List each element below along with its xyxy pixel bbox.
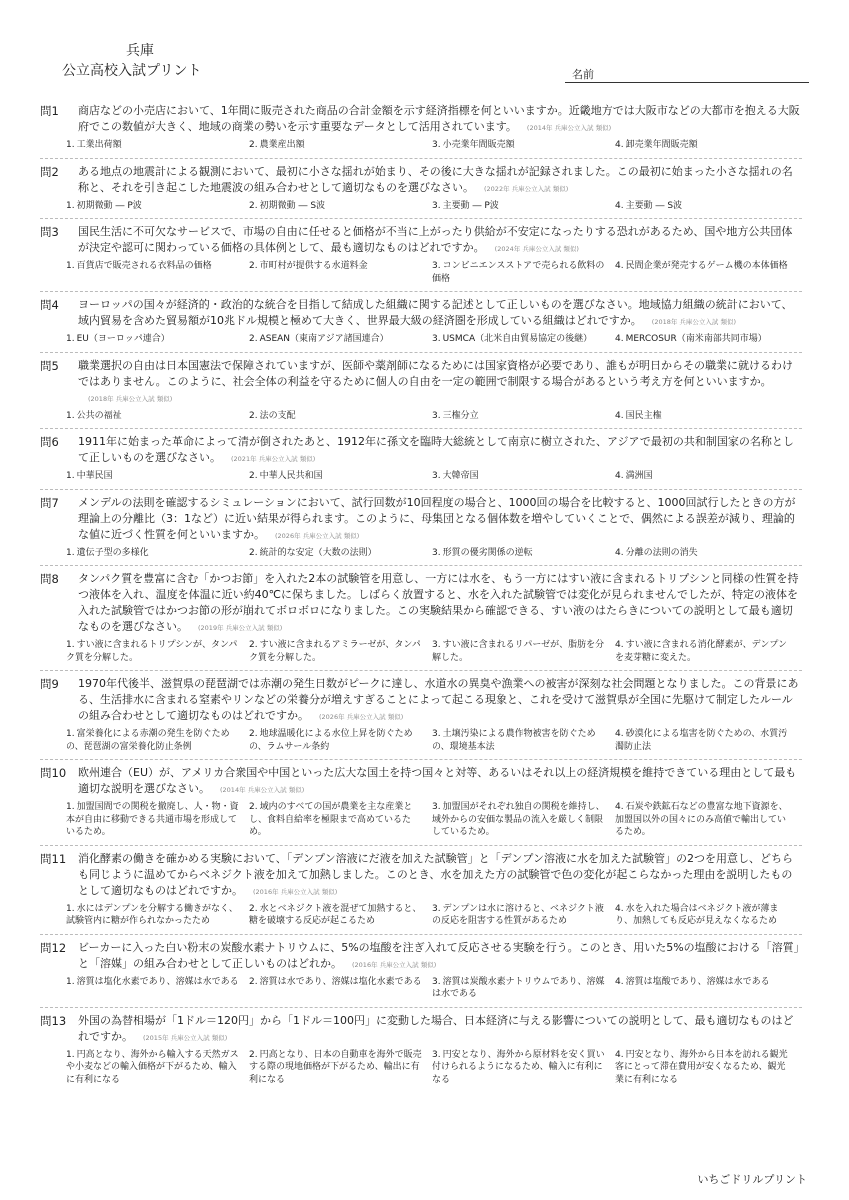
choice-text: 加盟国がそれぞれ独自の関税を維持し、域外からの安価な製品の流入を厳しく制限しているため。	[432, 802, 605, 837]
choice-list	[66, 547, 802, 560]
choice-text: 地球温暖化による水位上昇を防ぐための、ラムサール条約	[249, 729, 413, 752]
footer-brand: いちごドリルプリント	[697, 1173, 807, 1186]
question-number: 問11	[40, 851, 67, 866]
choice-text: 溶質は塩酸であり、溶媒は水である	[625, 976, 770, 987]
choice-number: 3.	[432, 200, 441, 211]
answer-choice[interactable]	[249, 200, 432, 213]
answer-choice[interactable]	[66, 976, 249, 1001]
question-source: (2026年 兵庫公立入試 類似)	[319, 713, 404, 721]
choice-number: 2.	[249, 334, 258, 344]
question-text: 商店などの小売店において、1年間に販売された商品の合計金額を示す経済指標を何といいますか。近畿地方では大阪市などの大都市を抱える大阪府でこの数値が大きく、地域の商業の勢いを示す重要なデータとして活用されています。	[78, 104, 800, 133]
question-text: ビーカーに入った白い粉末の炭酸水素ナトリウムに、5%の塩酸を注ぎ入れて反応させる実験を行う。このとき、用いた5%の塩酸における「溶質」と「溶媒」の組み合わせとして正しいものはどれか。	[78, 940, 800, 970]
choice-number: 2.	[249, 261, 258, 271]
question-block	[40, 429, 802, 490]
question-number: 問13	[40, 1013, 67, 1028]
choice-text: 水とベネジクト液を混ぜて加熱すると、糖を破壊する反応が起こるため	[249, 903, 422, 926]
choice-number: 4.	[615, 410, 624, 421]
choice-text: コンビニエンスストアで売られる飲料の価格	[432, 261, 605, 284]
question-text-block	[78, 676, 802, 725]
answer-choice[interactable]	[615, 801, 798, 839]
choice-list	[66, 976, 802, 1001]
choice-text: 大韓帝国	[442, 471, 479, 481]
choice-text: 円安となり、海外から日本を訪れる観光客にとって滞在費用が安くなるため、観光業に有利になる	[615, 1049, 788, 1085]
answer-choice[interactable]	[432, 728, 615, 753]
answer-choice[interactable]	[66, 333, 249, 346]
choice-number: 3.	[432, 903, 441, 914]
question-text-block	[78, 164, 802, 197]
choice-text: 満洲国	[625, 471, 653, 481]
answer-choice[interactable]	[249, 976, 432, 1001]
question-text: 欧州連合（EU）が、アメリカ合衆国や中国といった広大な国土を持つ国々と対等、あるいはそれ以上の経済規模を維持できている理由として最も適切な説明を選びなさい。	[78, 766, 797, 795]
question-text-block	[78, 224, 802, 257]
question-source: (2014年 兵庫公立入試 類似)	[526, 124, 612, 132]
choice-number: 3.	[432, 334, 441, 344]
question-text: メンデルの法則を確認するシミュレーションにおいて、試行回数が10回程度の場合と、1000回の場合を比較すると、1000回試行したときの方が理論上の分離比（3：1など）に近い結果が得られます。このように、母集団となる個体数を増やしていくことで、偶然による誤差が減り、理論的な値に近づく性質を何といいますか。	[78, 495, 796, 541]
question-text: 1970年代後半、滋賀県の琵琶湖では赤潮の発生日数がピークに達し、水道水の異臭や漁業への被害が深刻な社会問題となりました。この背景にある、生活排水に含まれる窒素やリンなどの栄養分が増えすぎることによって起こる現象と、これを受けて滋賀県が全国に先駆けて制定したルールの組み合わせとして適切なものはどれですか。	[78, 677, 799, 722]
answer-choice[interactable]	[66, 639, 249, 664]
question-text-block	[78, 571, 802, 636]
question-source: (2026年 兵庫公立入試 類似)	[275, 531, 360, 540]
answer-choice[interactable]	[432, 200, 615, 213]
question-source: (2019年 兵庫公立入試 類似)	[198, 624, 283, 632]
choice-text: 公共の福祉	[76, 410, 122, 421]
question-source: (2018年 兵庫公立入試 類似)	[88, 394, 173, 403]
question-block	[40, 566, 802, 671]
answer-choice[interactable]	[615, 547, 798, 560]
choice-text: 円安となり、海外から原材料を安く買い付けられるようになるため、輸入に有利になる	[432, 1049, 605, 1085]
choice-number: 3.	[432, 261, 441, 271]
answer-choice[interactable]	[249, 547, 432, 560]
choice-number: 4.	[615, 903, 624, 914]
choice-text: USMCA（北米自由貿易協定の後継）	[442, 334, 593, 344]
answer-choice[interactable]	[615, 139, 798, 152]
choice-text: デンプンは水に溶けると、ベネジクト液の反応を阻害する性質があるため	[432, 903, 604, 926]
question-text: 1911年に始まった革命によって清が倒されたあと、1912年に孫文を臨時大総統として南京に樹立された、アジアで最初の共和制国家の名称として正しいものを選びなさい。	[78, 435, 794, 464]
choice-text: 円高となり、海外から輸入する天然ガスや小麦などの輸入価格が下がるため、輸入に有利になる	[66, 1049, 239, 1085]
choice-text: 円高となり、日本の自動車を海外で販売する際の現地価格が下がるため、輸出に有利になる	[249, 1049, 422, 1085]
choice-number: 1.	[66, 802, 75, 812]
choice-text: 統計的な安定（大数の法則）	[259, 547, 377, 558]
answer-choice[interactable]	[66, 260, 249, 285]
question-source: (2015年 兵庫公立入試 類似)	[143, 1033, 228, 1042]
choice-number: 1.	[66, 1049, 75, 1060]
name-field[interactable]	[565, 82, 809, 83]
choice-text: ASEAN（東南アジア諸国連合）	[259, 334, 389, 344]
choice-text: 中華民国	[76, 471, 113, 481]
question-source: (2016年 兵庫公立入試 類似)	[352, 960, 437, 969]
choice-list	[66, 1049, 802, 1087]
question-text-block	[78, 103, 802, 136]
choice-text: 域内のすべての国が農業を主な産業とし、食料自給率を極限まで高めているため。	[249, 802, 413, 837]
choice-text: 主要動 ― S波	[625, 200, 683, 211]
choice-list	[66, 410, 802, 423]
choice-text: 初期微動 ― S波	[259, 200, 326, 211]
question-block	[40, 846, 802, 935]
choice-text: 卸売業年間販売額	[625, 140, 698, 150]
answer-choice[interactable]	[432, 1049, 615, 1087]
choice-number: 2.	[249, 640, 258, 650]
question-source: (2016年 兵庫公立入試 類似)	[253, 887, 338, 896]
question-block	[40, 1008, 802, 1093]
choice-text: すい液に含まれる消化酵素が、デンプンを麦芽糖に変えた。	[615, 640, 788, 663]
answer-choice[interactable]	[66, 547, 249, 560]
choice-text: 水を入れた場合はベネジクト液が薄まり、加熱しても反応が見えなくなるため	[615, 903, 779, 926]
choice-text: 三権分立	[442, 410, 479, 421]
choice-list	[66, 200, 802, 213]
question-source: (2021年 兵庫公立入試 類似)	[231, 455, 316, 463]
question-block	[40, 292, 802, 353]
question-number: 問10	[40, 766, 67, 780]
question-text-block	[78, 765, 802, 798]
answer-choice[interactable]	[432, 903, 615, 928]
choice-list	[66, 728, 802, 753]
question-number: 問7	[40, 495, 59, 510]
question-block	[40, 219, 802, 292]
answer-choice[interactable]	[615, 260, 798, 285]
choice-text: すい液に含まれるトリプシンが、タンパク質を分解した。	[66, 640, 238, 663]
answer-choice[interactable]	[432, 639, 615, 664]
answer-choice[interactable]	[432, 976, 615, 1001]
choice-text: すい液に含まれるアミラーゼが、タンパク質を分解した。	[249, 640, 421, 663]
answer-choice[interactable]	[615, 200, 798, 213]
choice-number: 3.	[432, 729, 441, 739]
answer-choice[interactable]	[66, 903, 249, 928]
answer-choice[interactable]	[249, 139, 432, 152]
choice-number: 3.	[432, 976, 441, 987]
choice-text: 富栄養化による赤潮の発生を防ぐための、琵琶湖の富栄養化防止条例	[66, 729, 230, 752]
answer-choice[interactable]	[615, 639, 798, 664]
answer-choice[interactable]	[432, 139, 615, 152]
choice-number: 1.	[66, 140, 75, 150]
answer-choice[interactable]	[249, 470, 432, 483]
answer-choice[interactable]	[249, 903, 432, 928]
choice-number: 2.	[249, 976, 258, 987]
choice-number: 3.	[432, 410, 441, 421]
choice-list	[66, 260, 802, 285]
answer-choice[interactable]	[249, 260, 432, 285]
choice-text: EU（ヨーロッパ連合）	[76, 334, 170, 344]
choice-number: 4.	[615, 261, 624, 271]
question-text: ヨーロッパの国々が経済的・政治的な統合を目指して結成した組織に関する記述として正しいものを選びなさい。地域協力組織の統計において、域内貿易を含めた貿易額が10兆ドル規模と極めて大きく、世界最大級の経済圏を形成している組織はどれですか。	[78, 298, 793, 327]
choice-text: 石炭や鉄鉱石などの豊富な地下資源を、加盟国以外の国々にのみ高値で輸出しているため。	[615, 802, 788, 837]
choice-text: 工業出荷額	[76, 140, 122, 150]
question-block	[40, 98, 802, 159]
question-number: 問3	[40, 225, 59, 239]
choice-text: 分離の法則の消失	[625, 547, 698, 558]
choice-number: 3.	[432, 140, 441, 150]
answer-choice[interactable]	[432, 410, 615, 423]
answer-choice[interactable]	[432, 333, 615, 346]
choice-number: 1.	[66, 410, 75, 421]
question-text: 職業選択の自由は日本国憲法で保障されていますが、医師や薬剤師になるためには国家資格が必要であり、誰もが明日からその職業に就けるわけではありません。このように、社会全体の利益を守るために個人の自由を一定の範囲で制限する場合があるという考え方を何といいますか。	[78, 358, 793, 388]
choice-list	[66, 639, 802, 664]
choice-number: 2.	[249, 1049, 258, 1060]
choice-number: 3.	[432, 802, 441, 812]
answer-choice[interactable]	[66, 801, 249, 839]
choice-number: 4.	[615, 334, 624, 344]
choice-number: 2.	[249, 802, 258, 812]
choice-text: 主要動 ― P波	[442, 200, 499, 211]
question-source: (2024年 兵庫公立入試 類似)	[494, 245, 579, 253]
question-text-block	[78, 297, 802, 330]
question-number: 問1	[40, 104, 59, 118]
choice-number: 2.	[249, 140, 258, 150]
answer-choice[interactable]	[615, 728, 798, 753]
answer-choice[interactable]	[432, 547, 615, 560]
choice-number: 3.	[432, 471, 441, 481]
answer-choice[interactable]	[249, 1049, 432, 1087]
question-text: ある地点の地震計による観測において、最初に小さな揺れが始まり、その後に大きな揺れが記録されました。この最初に始まった小さな揺れの名称と、それを引き起こした地震波の組み合わせとして適切なものを選びなさい。	[78, 164, 793, 194]
choice-number: 2.	[249, 729, 258, 739]
answer-choice[interactable]	[66, 139, 249, 152]
question-text: 外国の為替相場が「1ドル＝120円」から「1ドル＝100円」に変動した場合、日本経済に与える影響についての説明として、最も適切なものはどれですか。	[78, 1013, 794, 1043]
question-text-block	[78, 1013, 802, 1046]
choice-text: 民間企業が発売するゲーム機の本体価格	[625, 261, 788, 271]
choice-number: 2.	[249, 410, 258, 421]
choice-text: MERCOSUR（南米南部共同市場）	[625, 334, 767, 344]
answer-choice[interactable]	[249, 801, 432, 839]
question-number: 問6	[40, 435, 59, 449]
question-text: 国民生活に不可欠なサービスで、市場の自由に任せると価格が不当に上がったり供給が不安定になったりする恐れがあるため、国や地方公共団体が決定や認可に関わっている価格の具体例として、最も適切なものはどれですか。	[78, 225, 793, 254]
answer-choice[interactable]	[615, 333, 798, 346]
question-block	[40, 935, 802, 1008]
choice-text: 百貨店で販売される衣料品の価格	[76, 261, 212, 271]
choice-number: 1.	[66, 729, 75, 739]
answer-choice[interactable]	[432, 801, 615, 839]
choice-number: 4.	[615, 802, 624, 812]
choice-number: 4.	[615, 471, 624, 481]
question-list	[40, 98, 802, 1092]
choice-number: 2.	[249, 471, 258, 481]
choice-number: 1.	[66, 334, 75, 344]
choice-number: 2.	[249, 200, 258, 211]
choice-list	[66, 333, 802, 346]
choice-list	[66, 801, 802, 839]
choice-text: 国民主権	[625, 410, 662, 421]
choice-text: 水にはデンプンを分解する働きがなく、試験管内に糖が作られなかったため	[66, 903, 238, 926]
page-title: 公立高校入試プリント	[62, 63, 202, 79]
answer-choice[interactable]	[615, 1049, 798, 1087]
answer-choice[interactable]	[432, 470, 615, 483]
answer-choice[interactable]	[249, 333, 432, 346]
choice-text: 法の支配	[259, 410, 296, 421]
question-source: (2022年 兵庫公立入試 類似)	[484, 184, 569, 193]
answer-choice[interactable]	[66, 728, 249, 753]
answer-choice[interactable]	[66, 410, 249, 423]
choice-text: 溶質は炭酸水素ナトリウムであり、溶媒は水である	[432, 976, 605, 999]
choice-number: 1.	[66, 471, 75, 481]
choice-list	[66, 903, 802, 928]
question-text-block	[78, 495, 802, 544]
question-block	[40, 671, 802, 760]
choice-number: 1.	[66, 903, 75, 914]
choice-number: 4.	[615, 729, 624, 739]
choice-text: 市町村が提供する水道料金	[259, 261, 368, 271]
answer-choice[interactable]	[615, 903, 798, 928]
answer-choice[interactable]	[432, 260, 615, 285]
choice-number: 1.	[66, 200, 75, 211]
question-text-block	[78, 940, 802, 973]
choice-number: 4.	[615, 976, 624, 987]
answer-choice[interactable]	[249, 728, 432, 753]
choice-number: 2.	[249, 547, 258, 558]
choice-list	[66, 139, 802, 152]
answer-choice[interactable]	[249, 410, 432, 423]
choice-text: すい液に含まれるリパーゼが、脂肪を分解した。	[432, 640, 605, 663]
choice-number: 3.	[432, 547, 441, 558]
choice-number: 4.	[615, 1049, 624, 1060]
question-source: (2014年 兵庫公立入試 類似)	[220, 786, 305, 794]
choice-number: 1.	[66, 547, 75, 558]
choice-number: 2.	[249, 903, 258, 914]
question-number: 問4	[40, 298, 59, 312]
question-number: 問2	[40, 164, 59, 179]
answer-choice[interactable]	[615, 410, 798, 423]
choice-text: 砂漠化による塩害を防ぐための、水質汚濁防止法	[615, 729, 788, 752]
page-title-prefecture: 兵庫	[126, 43, 154, 59]
answer-choice[interactable]	[66, 1049, 249, 1087]
answer-choice[interactable]	[615, 976, 798, 1001]
choice-number: 1.	[66, 640, 75, 650]
answer-choice[interactable]	[66, 470, 249, 483]
question-block	[40, 490, 802, 567]
name-label: 名前	[572, 68, 594, 81]
question-text-block	[78, 434, 802, 467]
choice-text: 溶質は塩化水素であり、溶媒は水である	[76, 976, 239, 987]
question-text-block	[78, 851, 802, 900]
question-block	[40, 353, 802, 430]
choice-number: 4.	[615, 140, 624, 150]
choice-number: 1.	[66, 976, 75, 987]
question-number: 問9	[40, 677, 59, 691]
question-source: (2018年 兵庫公立入試 類似)	[651, 318, 737, 326]
choice-text: 農業産出額	[259, 140, 305, 150]
question-block	[40, 159, 802, 220]
choice-text: 形質の優劣関係の逆転	[442, 547, 533, 558]
question-text: タンパク質を豊富に含む「かつお節」を入れた2本の試験管を用意し、一方には水を、もう一方にはすい液に含まれるトリプシンと同様の性質を持つ液体を入れ、温度を体温に近い約40℃に保ちました。しばらく放置すると、水を入れた試験管では変化が見られませんでしたが、特定の液体を入れた試験管ではかつお節の形が崩れてボロボロになりました。この実験結果から確認できる、すい液のはたらきについての説明として最も適切なものを選びなさい。	[78, 572, 799, 633]
answer-choice[interactable]	[66, 200, 249, 213]
choice-number: 3.	[432, 640, 441, 650]
answer-choice[interactable]	[249, 639, 432, 664]
choice-text: 遺伝子型の多様化	[76, 547, 149, 558]
question-text-block	[78, 358, 802, 407]
choice-text: 中華人民共和国	[259, 471, 323, 481]
choice-text: 小売業年間販売額	[442, 140, 515, 150]
choice-number: 4.	[615, 640, 624, 650]
choice-text: 土壌汚染による農作物被害を防ぐための、環境基本法	[432, 729, 596, 752]
choice-number: 4.	[615, 200, 624, 211]
question-number: 問5	[40, 358, 59, 373]
choice-number: 4.	[615, 547, 624, 558]
question-text: 消化酵素の働きを確かめる実験において、「デンプン溶液にだ液を加えた試験管」と「デンプン溶液に水を加えた試験管」の2つを用意し、どちらも同じように温めてからベネジクト液を加えて加熱しました。このとき、水を加えた方の試験管で色の変化が起こらなかった理由を説明したものとして適切なものはどれですか。	[78, 851, 793, 897]
choice-text: 加盟国間での関税を撤廃し、人・物・資本が自由に移動できる共通市場を形成しているため。	[66, 802, 239, 837]
question-number: 問8	[40, 572, 59, 586]
answer-choice[interactable]	[615, 470, 798, 483]
choice-text: 溶質は水であり、溶媒は塩化水素である	[259, 976, 422, 987]
choice-list	[66, 470, 802, 483]
choice-text: 初期微動 ― P波	[76, 200, 142, 211]
choice-number: 1.	[66, 261, 75, 271]
question-block	[40, 760, 802, 846]
choice-number: 3.	[432, 1049, 441, 1060]
question-number: 問12	[40, 940, 67, 955]
